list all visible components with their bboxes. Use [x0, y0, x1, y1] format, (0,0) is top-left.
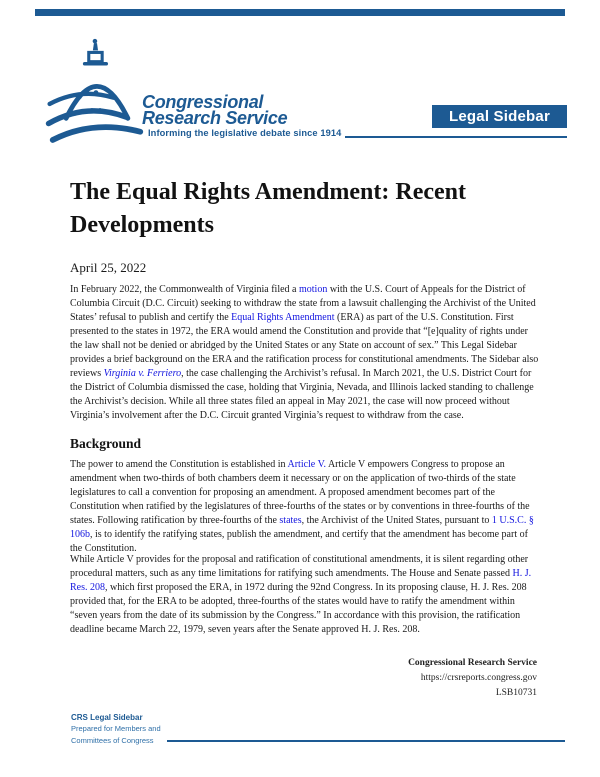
- bottom-note-audience-1: Prepared for Members and: [71, 724, 161, 734]
- bottom-rule: [167, 740, 565, 742]
- paragraph-text: While Article V provides for the proposal and ratification of constitutional amendments, it is silent regarding other procedural matters, such as any time limitations for ratifying such amendments. The House and Senate passed: [70, 554, 529, 579]
- bottom-note-product: CRS Legal Sidebar: [71, 713, 143, 722]
- section-heading-background: Background: [70, 436, 142, 451]
- crs-wordmark-line2: Research Service: [142, 108, 288, 128]
- background-paragraph-1: [70, 458, 542, 556]
- inline-link[interactable]: motion: [298, 284, 328, 295]
- footer-url: https://crsreports.congress.gov: [420, 673, 537, 683]
- inline-link[interactable]: Equal Rights Amendment: [231, 312, 335, 323]
- background-paragraph-2: [70, 553, 542, 637]
- paragraph-text: (ERA) as part of the U.S. Constitution. First presented to the states in 1972, the ERA would amend the Constitution and provide that “[e]quality of rights under the law shall not be denied or abridged by the United States or any State on account of sex.” This Legal Sidebar provides a brief background on the ERA and the ratification process for constitutional amendments. The Sidebar also reviews: [70, 312, 539, 379]
- inline-link[interactable]: states: [279, 515, 302, 526]
- paragraph-text: In February 2022, the Commonwealth of Virginia filed a: [70, 284, 299, 295]
- legal-sidebar-badge: Legal Sidebar: [432, 105, 567, 128]
- top-accent-bar: [35, 9, 565, 16]
- page-footer: [70, 656, 537, 701]
- inline-link[interactable]: Article V.: [287, 459, 326, 470]
- paragraph-text: with the U.S. Court of Appeals for the District of Columbia Circuit (D.C. Circuit) seeking to withdraw the state from a lawsuit challenging the Archivist of the United States’ refusal to publish and certify the: [70, 284, 536, 323]
- crs-tagline: Informing the legislative debate since 1914: [148, 128, 342, 138]
- bottom-note: [71, 712, 161, 746]
- inline-link[interactable]: Virginia v. Ferriero: [103, 368, 182, 379]
- publication-date: April 25, 2022: [70, 260, 147, 275]
- crs-wordmark-line1: Congressional: [142, 92, 264, 112]
- footer-org-name: Congressional Research Service: [408, 658, 537, 668]
- paragraph-text: The power to amend the Constitution is established in: [70, 459, 288, 470]
- paragraph-text: Article V empowers Congress to propose an amendment when two-thirds of both chambers deem it necessary or on the application of two-thirds of the state legislatures to call a convention for proposing an amendment. A proposed amendment becomes part of the Constitution when ratified by the legislatures of three-fourths of the states or by conventions in three-fourths of the states. Following ratification by three-fourths of the: [70, 459, 530, 526]
- header-rule: [345, 136, 567, 138]
- capitol-dome-icon: [51, 38, 143, 141]
- page-title: The Equal Rights Amendment: Recent Developments: [70, 179, 467, 238]
- paragraph-text: , is to identify the ratifying states, publish the amendment, and certify that the amendment has become part of the Constitution.: [70, 529, 528, 554]
- paragraph-text: , the case challenging the Archivist’s refusal. In March 2021, the U.S. District Court for the District of Columbia dismissed the case, holding that Virginia, Nevada, and Illinois lacked standing to challenge the Archivist’s decision. While all three states filed an appeal in May 2021, the case will now proceed without Virginia’s involvement after the D.C. Circuit granted Virginia’s request to withdraw from the case.: [70, 368, 534, 421]
- bottom-note-audience-2: Committees of Congress: [71, 735, 154, 745]
- paragraph-text: , which first proposed the ERA, in 1972 during the 92nd Congress. In its proposing clause, H. J. Res. 208 provided that, for the ERA to be adopted, three-fourths of the states would have to ratify the amendment within “seven years from the date of its submission by the Congress.” In accordance with this provision, the ratification deadline became March 22, 1979, seven years after the Senate approved H. J. Res. 208.: [70, 582, 527, 635]
- footer-doc-number: LSB10731: [495, 688, 537, 698]
- intro-paragraph: [70, 283, 542, 423]
- paragraph-text: , the Archivist of the United States, pursuant to: [301, 515, 492, 526]
- inline-link[interactable]: 1 U.S.C. § 106b: [70, 515, 534, 540]
- crs-wordmark: [142, 94, 287, 126]
- inline-link[interactable]: H. J. Res. 208: [70, 568, 532, 593]
